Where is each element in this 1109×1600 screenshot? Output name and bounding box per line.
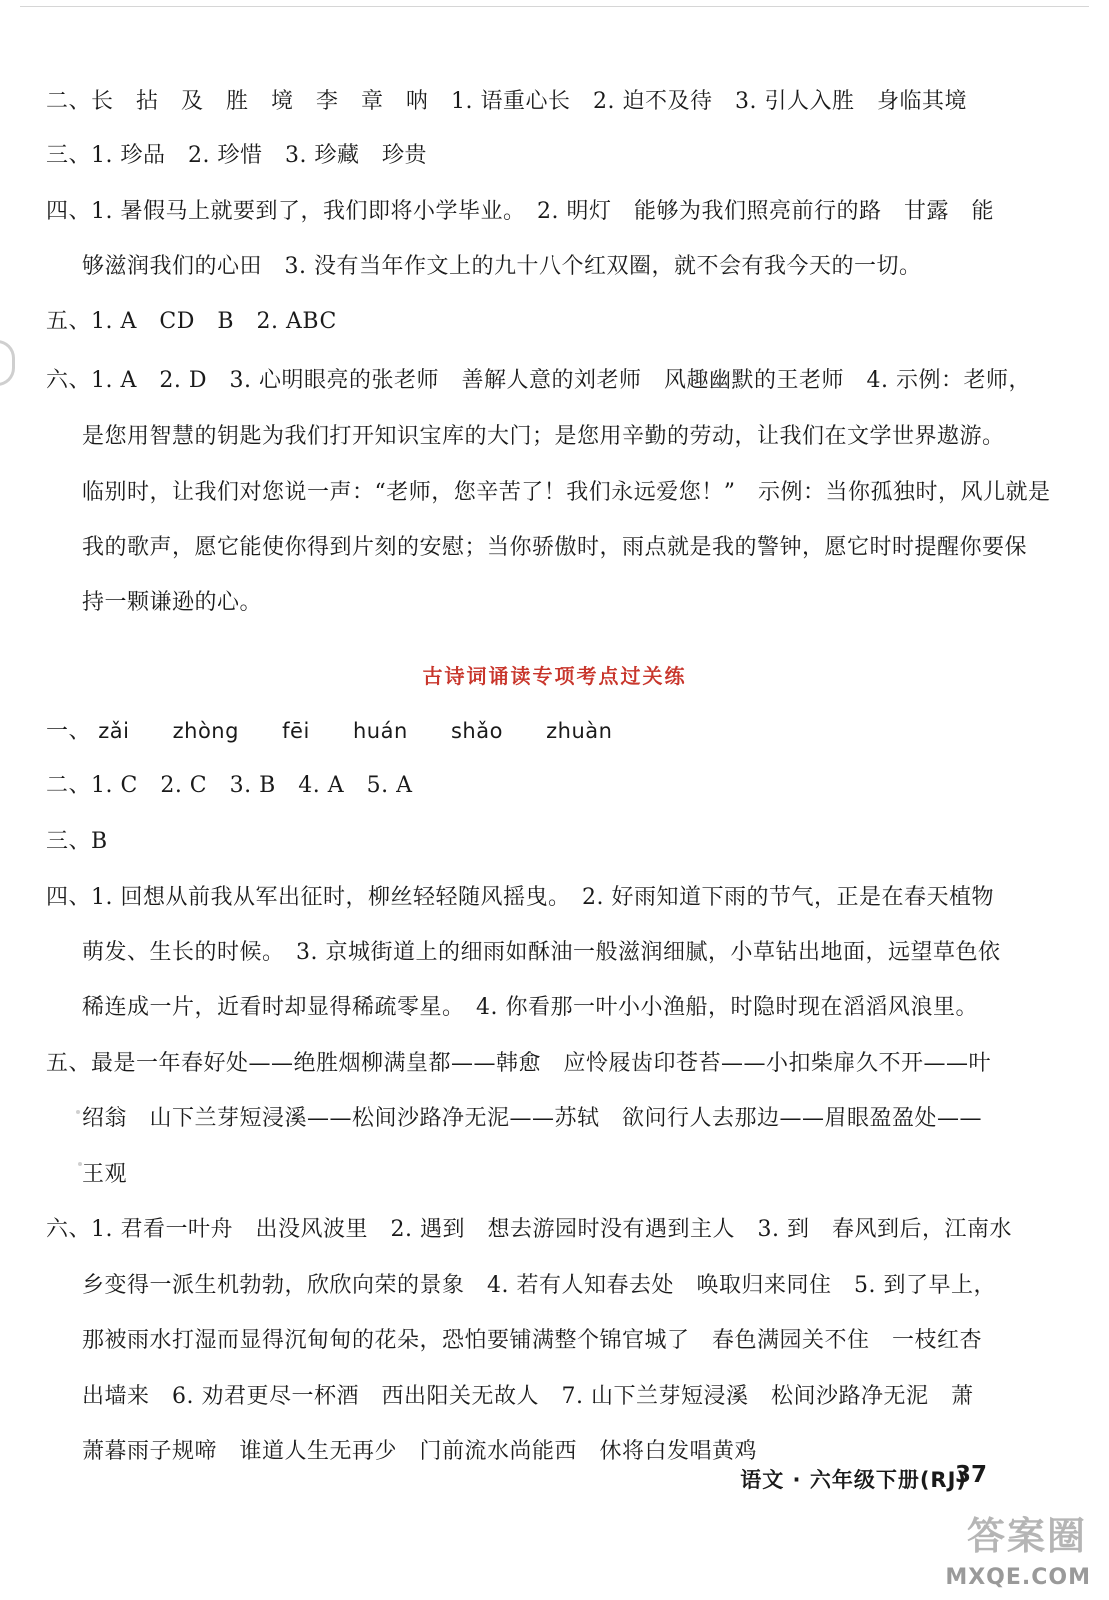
answer-line: 萌发、生长的时候。 3. 京城街道上的细雨如酥油一般滋润细腻，小草钻出地面，远望草色依 [82, 940, 1001, 965]
answer-line: 那被雨水打湿而显得沉甸甸的花朵，恐怕要铺满整个锦官城了 春色满园关不住 一枝红杏 [82, 1328, 983, 1353]
answer-line: 持一颗谦逊的心。 [82, 590, 263, 615]
watermark-url: MXQE.COM [945, 1565, 1091, 1590]
pinyin-item: zhòng [172, 719, 239, 743]
section-title: 古诗词诵读专项考点过关练 [422, 664, 687, 688]
answer-line: 三、B [46, 829, 108, 854]
page-number: 37 [954, 1462, 987, 1488]
pinyin-line [46, 716, 1069, 747]
binding-mark [0, 340, 15, 386]
answer-line: 二、1. C 2. C 3. B 4. A 5. A [46, 773, 413, 798]
scan-edge-line [20, 6, 1089, 7]
pinyin-item: zhuàn [546, 719, 613, 743]
answer-line: 五、1. A CD B 2. ABC [46, 309, 337, 334]
answer-line: 出墙来 6. 劝君更尽一杯酒 西出阳关无故人 7. 山下兰芽短浸溪 松间沙路净无泥 萧 [82, 1384, 974, 1409]
pinyin-item: zǎi [98, 719, 130, 743]
scan-dot [76, 1110, 80, 1114]
answer-line: 王观 [82, 1162, 128, 1187]
answer-line: 我的歌声，愿它能使你得到片刻的安慰；当你骄傲时，雨点就是我的警钟，愿它时时提醒你要保 [82, 535, 1028, 560]
answer-line: 六、1. A 2. D 3. 心明眼亮的张老师 善解人意的刘老师 风趣幽默的王老师 4. 示例：老师， [46, 368, 1031, 393]
pinyin-item: huán [352, 719, 408, 743]
watermark-logo: 答案圈 [966, 1514, 1087, 1558]
answer-line: 乡变得一派生机勃勃，欣欣向荣的景象 4. 若有人知春去处 唤取归来同住 5. 到了早上， [82, 1273, 996, 1298]
answer-line: 三、1. 珍品 2. 珍惜 3. 珍藏 珍贵 [46, 143, 427, 168]
answer-line: 萧暮雨子规啼 谁道人生无再少 门前流水尚能西 休将白发唱黄鸡 [82, 1439, 758, 1464]
answer-line: 临别时，让我们对您说一声：“老师，您辛苦了！我们永远爱您！” 示例：当你孤独时，风儿就是 [82, 480, 1051, 505]
answer-line: 绍翁 山下兰芽短浸溪——松间沙路净无泥——苏轼 欲问行人去那边——眉眼盈盈处—— [82, 1106, 983, 1131]
pinyin-item: fēi [282, 719, 310, 743]
answer-line: 是您用智慧的钥匙为我们打开知识宝库的大门；是您用辛勤的劳动，让我们在文学世界遨游。 [82, 424, 1005, 449]
answer-line: 四、1. 回想从前我从军出征时，柳丝轻轻随风摇曳。 2. 好雨知道下雨的节气，正是在春天植物 [46, 885, 994, 910]
answer-line: 二、长 拈 及 胜 境 李 章 呐 1. 语重心长 2. 迫不及待 3. 引人入胜 身临其境 [46, 89, 967, 114]
answer-line: 稀连成一片，近看时却显得稀疏零星。 4. 你看那一叶小小渔船，时隐时现在滔滔风浪里。 [82, 995, 978, 1020]
answer-line: 四、1. 暑假马上就要到了，我们即将小学毕业。 2. 明灯 能够为我们照亮前行的路 甘露 能 [46, 199, 994, 224]
answer-line: 够滋润我们的心田 3. 没有当年作文上的九十八个红双圈，就不会有我今天的一切。 [82, 254, 922, 279]
answer-line: 五、最是一年春好处——绝胜烟柳满皇都——韩愈 应怜屐齿印苍苔——小扣柴扉久不开——叶 [46, 1051, 992, 1076]
question-label: 一、 [46, 719, 92, 744]
answer-line: 六、1. 君看一叶舟 出没风波里 2. 遇到 想去游园时没有遇到主人 3. 到 春风到后，江南水 [46, 1217, 1012, 1242]
pinyin-item: shǎo [450, 719, 503, 743]
book-label: 语文 · 六年级下册(RJ) [740, 1468, 967, 1492]
